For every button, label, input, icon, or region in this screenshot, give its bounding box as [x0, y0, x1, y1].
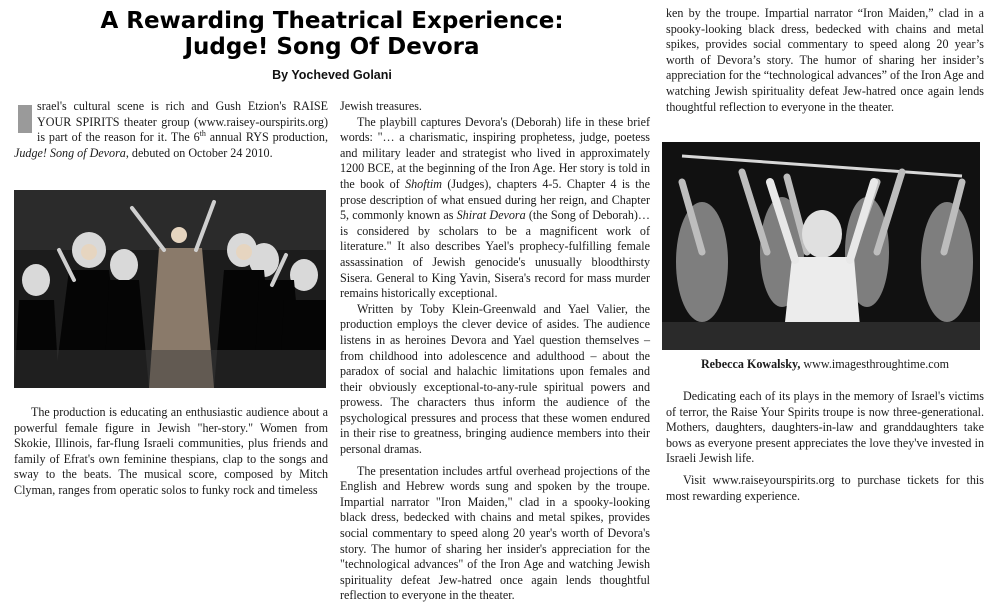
headline-line-1: A Rewarding Theatrical Experience:: [100, 8, 564, 34]
photo-caption: [666, 357, 984, 372]
paragraph-tickets: Visit www.raiseyourspirits.org to purchase tickets for this most rewarding experience.: [666, 472, 984, 503]
paragraph-continued: Jewish treasures.: [340, 99, 422, 113]
caption-photographer: Rebecca Kowalsky,: [700, 357, 801, 371]
column-2: [340, 99, 650, 604]
paragraph-writers: Written by Toby Klein-Greenwald and Yael Valier, the production employs the clever device of asides. The audience listens in as heroines Devora and Yael question themselves – from childhood into adolescence and adulthood – about the paradox of social and halachic limitations upon females and their obviously exceptional-to-any-rule spiritual powers and prowess. The characters thus inform the audience of the psychological pressures and process that these women endured in their rise to greatness, bringing audience members into their personal dramas.: [340, 301, 650, 457]
byline: By Yocheved Golani: [272, 68, 392, 82]
caption-website: www.imagesthroughtime.com: [800, 357, 950, 371]
paragraph-playbill: The playbill captures Devora's (Deborah) life in these brief words: "… a charismatic, inspiring prophetess, judge, poetess and military leader and strategist who lived in approximately 1200 BCE, at the beginning of the Iron Age. Her story is told in the book of Shoftim (Judges), chapters 4-5. Chapter 4 is the prose description of what ensued during her reign, and Chapter 5, commonly known as Shirat Devora (the Song of Deborah)… is considered by scholars to be a magnificent work of literature." It also describes Yael's prophecy-fulfilling female assassination of Jewish genocide's unusually bloodthirsty Sisera. General to King Yavin, Sisera's record for mass murder remains historically exceptional.: [340, 114, 650, 301]
drop-cap: [18, 105, 32, 133]
paragraph-production: The production is educating an enthusiastic audience about a powerful female figure in Jewish "her-story." Women from Skokie, Illinois, far-flung Israeli communities, plus friends and family of Efrat's own feminine thespians, clap to the songs and sway to the beats. The musical score, composed by Mitch Clyman, ranges from operatic solos to funky rock and timeless: [14, 405, 328, 497]
column-3-lower: [666, 389, 984, 504]
paragraph-presentation-continued: ken by the troupe. Impartial narrator “Iron Maiden,” clad in a spooky-looking black dress, bedecked with chains and metal spikes, provides social commentary to speed along 20 year’s worth of Devora’s story. The humor of sharing her insider’s appreciation for the “technological advances” of the Iron Age and watching Jewish spirituality defeat Jew-hatred once again lends thoughtful reflection to everyone in the theater.: [666, 6, 984, 114]
column-1: [14, 99, 328, 161]
column-3: [666, 6, 984, 124]
headline: [14, 8, 650, 60]
stage-photo-dancers: [662, 142, 980, 350]
paragraph-dedication: Dedicating each of its plays in the memory of Israel's victims of terror, the Raise Your Spirits troupe is now three-generational. Mothers, daughters, daughters-in-law and granddaughters take bows as everyone present appreciates the love they've invested in Israeli Jewish life.: [666, 389, 984, 466]
paragraph-presentation: The presentation includes artful overhead projections of the English and Hebrew words sung and spoken by the troupe. Impartial narrator "Iron Maiden," clad in a spooky-looking black dress, bedecked with chains and metal spikes, provides social commentary to speed along 20 year's worth of Devora's story. The humor of sharing her insider's appreciation for the "technological advances" of the Iron Age and watching Jewish spirituality defeat Jew-hatred once again lends thoughtful reflection to everyone in the theater.: [340, 463, 650, 603]
column-1-lower: [14, 405, 328, 499]
headline-line-2: Judge! Song Of Devora: [184, 34, 480, 60]
paragraph-intro: srael's cultural scene is rich and Gush Etzion's RAISE YOUR SPIRITS theater group (www.raisey-ourspirits.org) is part of the reason for it. The 6th annual RYS production, Judge! Song of Devora, debuted on October 24 2010.: [14, 99, 328, 160]
stage-photo-devora: [14, 190, 326, 388]
